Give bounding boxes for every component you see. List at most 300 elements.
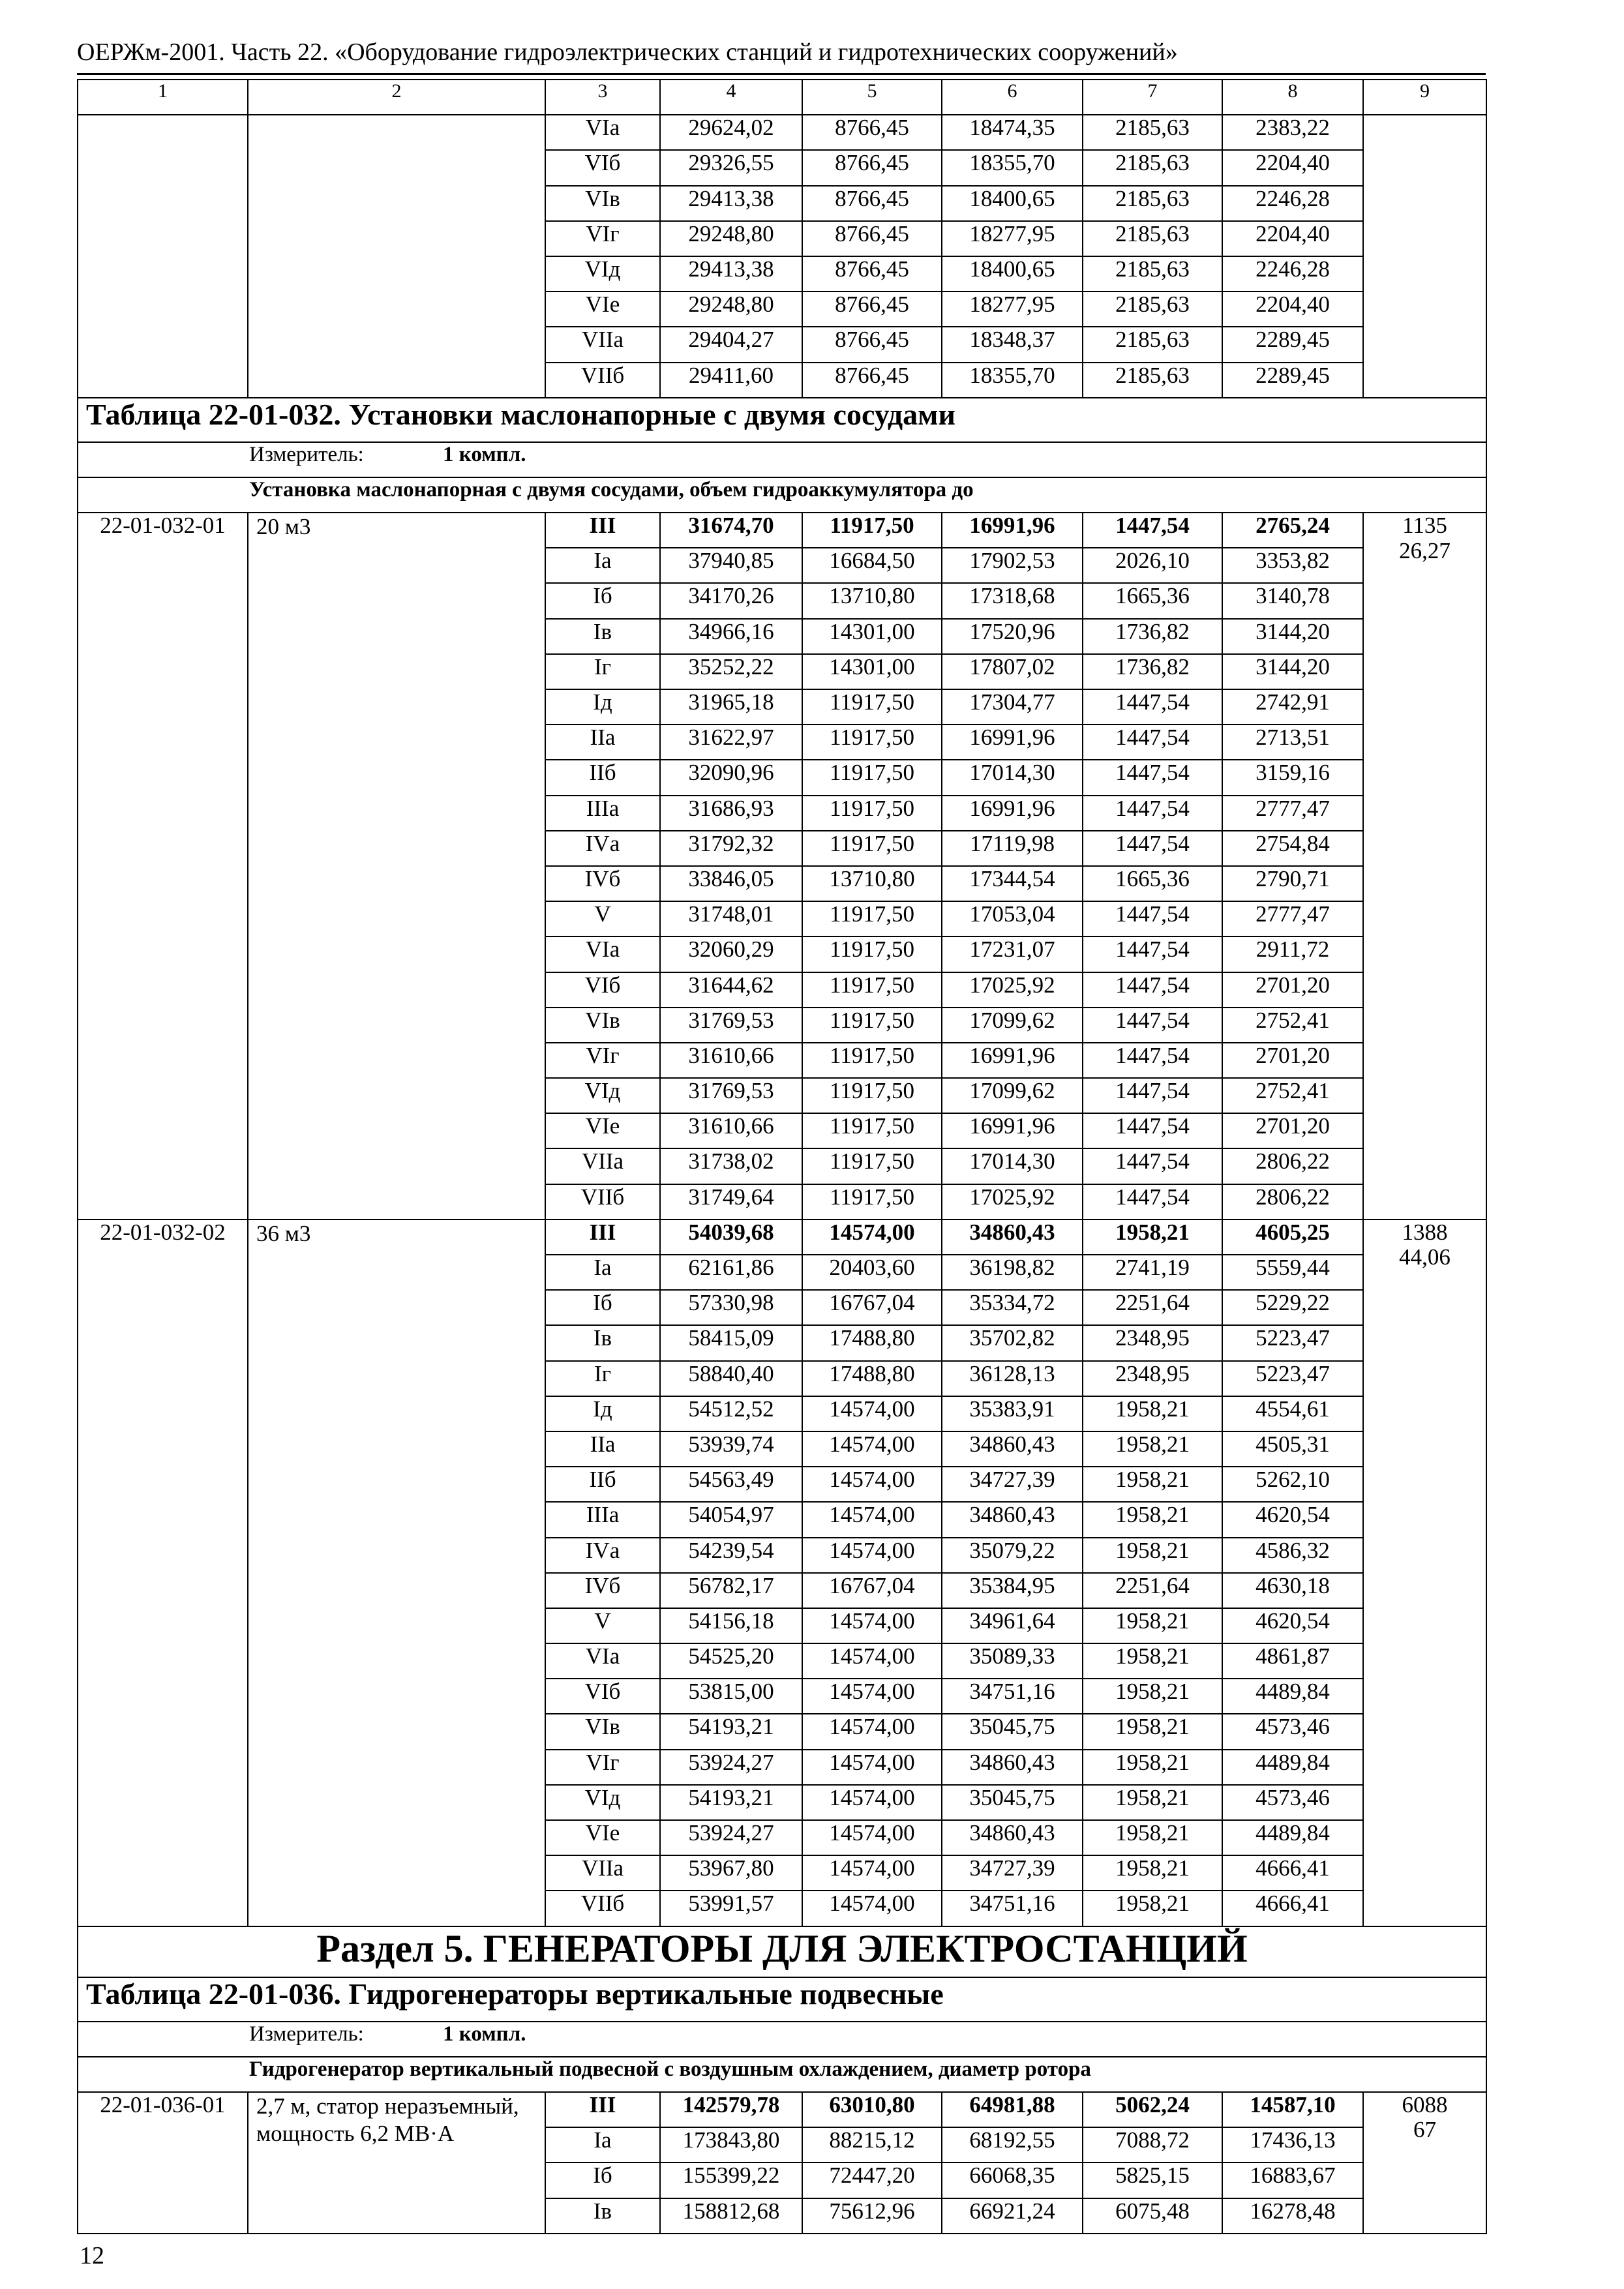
value-cell: 16767,04 (802, 1573, 942, 1608)
value-cell: 2251,64 (1083, 1290, 1222, 1325)
value-cell: 1958,21 (1083, 1820, 1222, 1855)
value-cell: 11917,50 (802, 760, 942, 795)
value-cell: 1665,36 (1083, 583, 1222, 618)
value-cell: 2806,22 (1222, 1148, 1363, 1184)
value-cell: 54054,97 (660, 1502, 802, 1537)
zone-cell: Iб (545, 2162, 660, 2198)
measure-row (78, 2022, 1486, 2057)
value-cell: 4666,41 (1222, 1855, 1363, 1891)
value-cell: 16684,50 (802, 548, 942, 583)
value-cell: 6075,48 (1083, 2198, 1222, 2234)
table-row (78, 2092, 1486, 2127)
value-cell: 54512,52 (660, 1396, 802, 1431)
subheading: Гидрогенератор вертикальный подвесной с воздушным охлаждением, диаметр ротора (249, 2057, 1091, 2081)
value-cell: 2246,28 (1222, 256, 1363, 292)
value-cell: 11917,50 (802, 1184, 942, 1219)
value-cell: 4489,84 (1222, 1750, 1363, 1785)
value-cell: 2204,40 (1222, 150, 1363, 185)
value-cell: 2204,40 (1222, 221, 1363, 256)
value-cell: 54239,54 (660, 1538, 802, 1573)
value-cell: 29413,38 (660, 186, 802, 221)
value-cell: 158812,68 (660, 2198, 802, 2234)
value-cell: 14574,00 (802, 1820, 942, 1855)
value-cell: 17014,30 (942, 760, 1083, 795)
zone-cell: V (545, 901, 660, 936)
value-cell: 66921,24 (942, 2198, 1083, 2234)
zone-cell: IIб (545, 760, 660, 795)
column-number: 2 (248, 80, 545, 115)
value-cell: 173843,80 (660, 2127, 802, 2162)
value-cell: 20403,60 (802, 1255, 942, 1290)
value-cell: 2701,20 (1222, 972, 1363, 1008)
value-cell: 3144,20 (1222, 654, 1363, 689)
value-cell: 16278,48 (1222, 2198, 1363, 2234)
value-cell: 16767,04 (802, 1290, 942, 1325)
value-cell: 35384,95 (942, 1573, 1083, 1608)
value-cell: 5229,22 (1222, 1290, 1363, 1325)
subheading-row (78, 2057, 1486, 2092)
value-cell: 4630,18 (1222, 1573, 1363, 1608)
value-cell: 2742,91 (1222, 689, 1363, 725)
zone-cell: VIе (545, 1113, 660, 1148)
value-cell: 3144,20 (1222, 619, 1363, 654)
value-cell: 3159,16 (1222, 760, 1363, 795)
value-cell: 8766,45 (802, 363, 942, 398)
value-cell: 11917,50 (802, 1043, 942, 1078)
value-cell: 68192,55 (942, 2127, 1083, 2162)
value-cell: 29404,27 (660, 327, 802, 362)
value-cell: 14574,00 (802, 1891, 942, 1926)
value-cell: 2790,71 (1222, 866, 1363, 901)
value-cell: 14587,10 (1222, 2092, 1363, 2127)
column-number: 5 (802, 80, 942, 115)
zone-cell: Iв (545, 1325, 660, 1360)
section-title-row (78, 1926, 1486, 1977)
value-cell: 2911,72 (1222, 936, 1363, 972)
value-cell: 8766,45 (802, 256, 942, 292)
value-cell: 2185,63 (1083, 256, 1222, 292)
value-cell: 31749,64 (660, 1184, 802, 1219)
value-cell: 3140,78 (1222, 583, 1363, 618)
zone-cell: VIIа (545, 1148, 660, 1184)
value-cell: 2185,63 (1083, 327, 1222, 362)
value-cell: 2701,20 (1222, 1043, 1363, 1078)
value-cell: 2777,47 (1222, 796, 1363, 831)
value-cell: 1958,21 (1083, 1467, 1222, 1502)
measure-value: 1 компл. (443, 2022, 526, 2046)
value-cell: 4861,87 (1222, 1643, 1363, 1679)
zone-cell: IIIа (545, 796, 660, 831)
value-cell: 8766,45 (802, 221, 942, 256)
zone-cell: VIа (545, 936, 660, 972)
value-cell: 2348,95 (1083, 1361, 1222, 1396)
zone-cell: IIа (545, 725, 660, 760)
column-number: 1 (78, 80, 248, 115)
subheading-cell (78, 477, 1486, 513)
labor-cell (1363, 115, 1486, 398)
zone-cell: Iб (545, 1290, 660, 1325)
value-cell: 17488,80 (802, 1325, 942, 1360)
value-cell: 31674,70 (660, 513, 802, 548)
measure-label: Измеритель: (249, 442, 364, 466)
value-cell: 54563,49 (660, 1467, 802, 1502)
value-cell: 33846,05 (660, 866, 802, 901)
value-cell: 14574,00 (802, 1785, 942, 1820)
column-number: 6 (942, 80, 1083, 115)
value-cell: 2185,63 (1083, 221, 1222, 256)
labor-cell (1363, 2092, 1486, 2234)
value-cell: 2777,47 (1222, 901, 1363, 936)
zone-cell: VIIб (545, 1184, 660, 1219)
value-cell: 34860,43 (942, 1219, 1083, 1255)
value-cell: 142579,78 (660, 2092, 802, 2127)
value-cell: 2289,45 (1222, 363, 1363, 398)
value-cell: 34860,43 (942, 1820, 1083, 1855)
value-cell: 5559,44 (1222, 1255, 1363, 1290)
value-cell: 18355,70 (942, 150, 1083, 185)
labor-rank: 67 (1413, 2117, 1436, 2143)
value-cell: 1736,82 (1083, 654, 1222, 689)
value-cell: 1447,54 (1083, 1008, 1222, 1043)
value-cell: 53815,00 (660, 1679, 802, 1714)
zone-cell: III (545, 2092, 660, 2127)
value-cell: 14574,00 (802, 1219, 942, 1255)
value-cell: 58840,40 (660, 1361, 802, 1396)
code-cell (78, 115, 248, 398)
value-cell: 63010,80 (802, 2092, 942, 2127)
measure-cell (78, 2022, 1486, 2057)
zone-cell: IVа (545, 1538, 660, 1573)
value-cell: 14574,00 (802, 1467, 942, 1502)
zone-cell: Iа (545, 548, 660, 583)
value-cell: 4620,54 (1222, 1608, 1363, 1643)
value-cell: 11917,50 (802, 1148, 942, 1184)
value-cell: 16883,67 (1222, 2162, 1363, 2198)
value-cell: 2348,95 (1083, 1325, 1222, 1360)
value-cell: 4505,31 (1222, 1431, 1363, 1467)
value-cell: 17488,80 (802, 1361, 942, 1396)
value-cell: 31965,18 (660, 689, 802, 725)
zone-cell: Iа (545, 2127, 660, 2162)
labor-cell (1363, 513, 1486, 1219)
value-cell: 32060,29 (660, 936, 802, 972)
zone-cell: VIг (545, 1750, 660, 1785)
value-cell: 31769,53 (660, 1078, 802, 1113)
zone-cell: Iг (545, 1361, 660, 1396)
value-cell: 31792,32 (660, 831, 802, 866)
value-cell: 4666,41 (1222, 1891, 1363, 1926)
value-cell: 3353,82 (1222, 548, 1363, 583)
page-number: 12 (80, 2242, 104, 2269)
value-cell: 11917,50 (802, 725, 942, 760)
value-cell: 53991,57 (660, 1891, 802, 1926)
value-cell: 31769,53 (660, 1008, 802, 1043)
value-cell: 18355,70 (942, 363, 1083, 398)
value-cell: 18277,95 (942, 292, 1083, 327)
value-cell: 2752,41 (1222, 1078, 1363, 1113)
zone-cell: VIг (545, 1043, 660, 1078)
subheading-row (78, 477, 1486, 513)
labor-hours: 1135 (1402, 513, 1447, 539)
value-cell: 54193,21 (660, 1714, 802, 1749)
zone-cell: VIб (545, 150, 660, 185)
value-cell: 2185,63 (1083, 115, 1222, 150)
value-cell: 1958,21 (1083, 1643, 1222, 1679)
value-cell: 14301,00 (802, 654, 942, 689)
value-cell: 1447,54 (1083, 1043, 1222, 1078)
value-cell: 31686,93 (660, 796, 802, 831)
item-description: 2,7 м, статор неразъемный, мощность 6,2 МВ·А (248, 2092, 545, 2234)
value-cell: 53924,27 (660, 1820, 802, 1855)
table-row (78, 513, 1486, 548)
value-cell: 1447,54 (1083, 936, 1222, 972)
value-cell: 11917,50 (802, 972, 942, 1008)
value-cell: 2185,63 (1083, 150, 1222, 185)
value-cell: 31644,62 (660, 972, 802, 1008)
value-cell: 16991,96 (942, 796, 1083, 831)
value-cell: 2752,41 (1222, 1008, 1363, 1043)
measure-row (78, 442, 1486, 477)
value-cell: 1447,54 (1083, 901, 1222, 936)
value-cell: 1958,21 (1083, 1855, 1222, 1891)
value-cell: 1447,54 (1083, 689, 1222, 725)
value-cell: 54039,68 (660, 1219, 802, 1255)
labor-rank: 26,27 (1399, 537, 1451, 563)
value-cell: 2765,24 (1222, 513, 1363, 548)
value-cell: 4620,54 (1222, 1502, 1363, 1537)
zone-cell: Iб (545, 583, 660, 618)
value-cell: 14574,00 (802, 1431, 942, 1467)
value-cell: 37940,85 (660, 548, 802, 583)
table-title-row (78, 398, 1486, 442)
zone-cell: Iд (545, 1396, 660, 1431)
value-cell: 1447,54 (1083, 1078, 1222, 1113)
value-cell: 17025,92 (942, 1184, 1083, 1219)
value-cell: 4586,32 (1222, 1538, 1363, 1573)
value-cell: 2289,45 (1222, 327, 1363, 362)
value-cell: 11917,50 (802, 1078, 942, 1113)
zone-cell: VIд (545, 256, 660, 292)
value-cell: 17520,96 (942, 619, 1083, 654)
value-cell: 5825,15 (1083, 2162, 1222, 2198)
value-cell: 36198,82 (942, 1255, 1083, 1290)
column-number: 4 (660, 80, 802, 115)
table-title: Таблица 22-01-032. Установки маслонапорные с двумя сосудами (78, 398, 1486, 442)
value-cell: 1447,54 (1083, 760, 1222, 795)
value-cell: 7088,72 (1083, 2127, 1222, 2162)
value-cell: 14574,00 (802, 1396, 942, 1431)
value-cell: 1958,21 (1083, 1608, 1222, 1643)
value-cell: 17119,98 (942, 831, 1083, 866)
value-cell: 18400,65 (942, 256, 1083, 292)
value-cell: 8766,45 (802, 327, 942, 362)
value-cell: 29624,02 (660, 115, 802, 150)
value-cell: 14574,00 (802, 1679, 942, 1714)
table-title-row (78, 1977, 1486, 2022)
zone-cell: VIг (545, 221, 660, 256)
value-cell: 31622,97 (660, 725, 802, 760)
zone-cell: VIв (545, 1714, 660, 1749)
value-cell: 1958,21 (1083, 1679, 1222, 1714)
value-cell: 36128,13 (942, 1361, 1083, 1396)
table-row (78, 1219, 1486, 1255)
zone-cell: V (545, 1608, 660, 1643)
zone-cell: VIIа (545, 327, 660, 362)
table-row (78, 115, 1486, 150)
value-cell: 2741,19 (1083, 1255, 1222, 1290)
value-cell: 8766,45 (802, 186, 942, 221)
value-cell: 1447,54 (1083, 972, 1222, 1008)
column-number: 8 (1222, 80, 1363, 115)
value-cell: 53967,80 (660, 1855, 802, 1891)
value-cell: 1958,21 (1083, 1538, 1222, 1573)
value-cell: 29413,38 (660, 256, 802, 292)
value-cell: 17099,62 (942, 1008, 1083, 1043)
value-cell: 62161,86 (660, 1255, 802, 1290)
value-cell: 11917,50 (802, 1113, 942, 1148)
zone-cell: VIв (545, 186, 660, 221)
zone-cell: VIIб (545, 363, 660, 398)
column-number: 9 (1363, 80, 1486, 115)
value-cell: 17318,68 (942, 583, 1083, 618)
value-cell: 11917,50 (802, 831, 942, 866)
value-cell: 17902,53 (942, 548, 1083, 583)
column-number: 7 (1083, 80, 1222, 115)
value-cell: 2251,64 (1083, 1573, 1222, 1608)
value-cell: 29248,80 (660, 221, 802, 256)
value-cell: 53939,74 (660, 1431, 802, 1467)
column-number: 3 (545, 80, 660, 115)
item-code: 22-01-032-02 (78, 1219, 248, 1926)
value-cell: 16991,96 (942, 1043, 1083, 1078)
value-cell: 35252,22 (660, 654, 802, 689)
value-cell: 4573,46 (1222, 1714, 1363, 1749)
value-cell: 17025,92 (942, 972, 1083, 1008)
value-cell: 17807,02 (942, 654, 1083, 689)
value-cell: 11917,50 (802, 1008, 942, 1043)
zone-cell: Iв (545, 2198, 660, 2234)
value-cell: 11917,50 (802, 689, 942, 725)
value-cell: 17344,54 (942, 866, 1083, 901)
section-title: Раздел 5. ГЕНЕРАТОРЫ ДЛЯ ЭЛЕКТРОСТАНЦИЙ (78, 1926, 1486, 1977)
value-cell: 1958,21 (1083, 1750, 1222, 1785)
zone-cell: VIIа (545, 1855, 660, 1891)
value-cell: 54525,20 (660, 1643, 802, 1679)
zone-cell: VIб (545, 972, 660, 1008)
item-code: 22-01-032-01 (78, 513, 248, 1219)
zone-cell: Iа (545, 1255, 660, 1290)
value-cell: 1958,21 (1083, 1219, 1222, 1255)
labor-hours: 1388 (1402, 1219, 1448, 1245)
value-cell: 18277,95 (942, 221, 1083, 256)
labor-hours: 6088 (1402, 2091, 1448, 2117)
value-cell: 34860,43 (942, 1502, 1083, 1537)
value-cell: 14574,00 (802, 1502, 942, 1537)
value-cell: 2754,84 (1222, 831, 1363, 866)
header-rule (77, 73, 1486, 75)
value-cell: 155399,22 (660, 2162, 802, 2198)
value-cell: 1958,21 (1083, 1431, 1222, 1467)
zone-cell: VIд (545, 1078, 660, 1113)
value-cell: 2246,28 (1222, 186, 1363, 221)
zone-cell: VIб (545, 1679, 660, 1714)
value-cell: 31610,66 (660, 1043, 802, 1078)
value-cell: 17099,62 (942, 1078, 1083, 1113)
zone-cell: IVб (545, 1573, 660, 1608)
value-cell: 18348,37 (942, 327, 1083, 362)
measure-cell (78, 442, 1486, 477)
value-cell: 54193,21 (660, 1785, 802, 1820)
value-cell: 17231,07 (942, 936, 1083, 972)
value-cell: 1958,21 (1083, 1396, 1222, 1431)
value-cell: 2185,63 (1083, 186, 1222, 221)
value-cell: 13710,80 (802, 583, 942, 618)
table-title: Таблица 22-01-036. Гидрогенераторы вертикальные подвесные (78, 1977, 1486, 2022)
value-cell: 14574,00 (802, 1538, 942, 1573)
item-description: 20 м3 (248, 513, 545, 1219)
zone-cell: IIIа (545, 1502, 660, 1537)
value-cell: 5262,10 (1222, 1467, 1363, 1502)
value-cell: 35702,82 (942, 1325, 1083, 1360)
value-cell: 1447,54 (1083, 1113, 1222, 1148)
value-cell: 34860,43 (942, 1750, 1083, 1785)
zone-cell: VIе (545, 1820, 660, 1855)
zone-cell: VIIб (545, 1891, 660, 1926)
value-cell: 14574,00 (802, 1714, 942, 1749)
value-cell: 14574,00 (802, 1608, 942, 1643)
zone-cell: VIа (545, 1643, 660, 1679)
value-cell: 18474,35 (942, 115, 1083, 150)
value-cell: 34727,39 (942, 1855, 1083, 1891)
value-cell: 35089,33 (942, 1643, 1083, 1679)
value-cell: 35045,75 (942, 1785, 1083, 1820)
subheading: Установка маслонапорная с двумя сосудами, объем гидроаккумулятора до (249, 477, 974, 501)
value-cell: 35079,22 (942, 1538, 1083, 1573)
value-cell: 16991,96 (942, 513, 1083, 548)
value-cell: 2701,20 (1222, 1113, 1363, 1148)
zone-cell: Iг (545, 654, 660, 689)
value-cell: 16991,96 (942, 1113, 1083, 1148)
value-cell: 31610,66 (660, 1113, 802, 1148)
value-cell: 17014,30 (942, 1148, 1083, 1184)
value-cell: 1447,54 (1083, 1148, 1222, 1184)
zone-cell: IIа (545, 1431, 660, 1467)
value-cell: 29326,55 (660, 150, 802, 185)
value-cell: 35045,75 (942, 1714, 1083, 1749)
value-cell: 11917,50 (802, 936, 942, 972)
value-cell: 88215,12 (802, 2127, 942, 2162)
item-description: 36 м3 (248, 1219, 545, 1926)
value-cell: 2026,10 (1083, 548, 1222, 583)
description-cell (248, 115, 545, 398)
value-cell: 34751,16 (942, 1679, 1083, 1714)
value-cell: 13710,80 (802, 866, 942, 901)
value-cell: 8766,45 (802, 292, 942, 327)
value-cell: 17436,13 (1222, 2127, 1363, 2162)
value-cell: 2204,40 (1222, 292, 1363, 327)
value-cell: 53924,27 (660, 1750, 802, 1785)
value-cell: 54156,18 (660, 1608, 802, 1643)
value-cell: 64981,88 (942, 2092, 1083, 2127)
value-cell: 1447,54 (1083, 796, 1222, 831)
value-cell: 35334,72 (942, 1290, 1083, 1325)
zone-cell: Iв (545, 619, 660, 654)
zone-cell: IVа (545, 831, 660, 866)
value-cell: 8766,45 (802, 150, 942, 185)
zone-cell: IIб (545, 1467, 660, 1502)
value-cell: 4489,84 (1222, 1679, 1363, 1714)
value-cell: 72447,20 (802, 2162, 942, 2198)
